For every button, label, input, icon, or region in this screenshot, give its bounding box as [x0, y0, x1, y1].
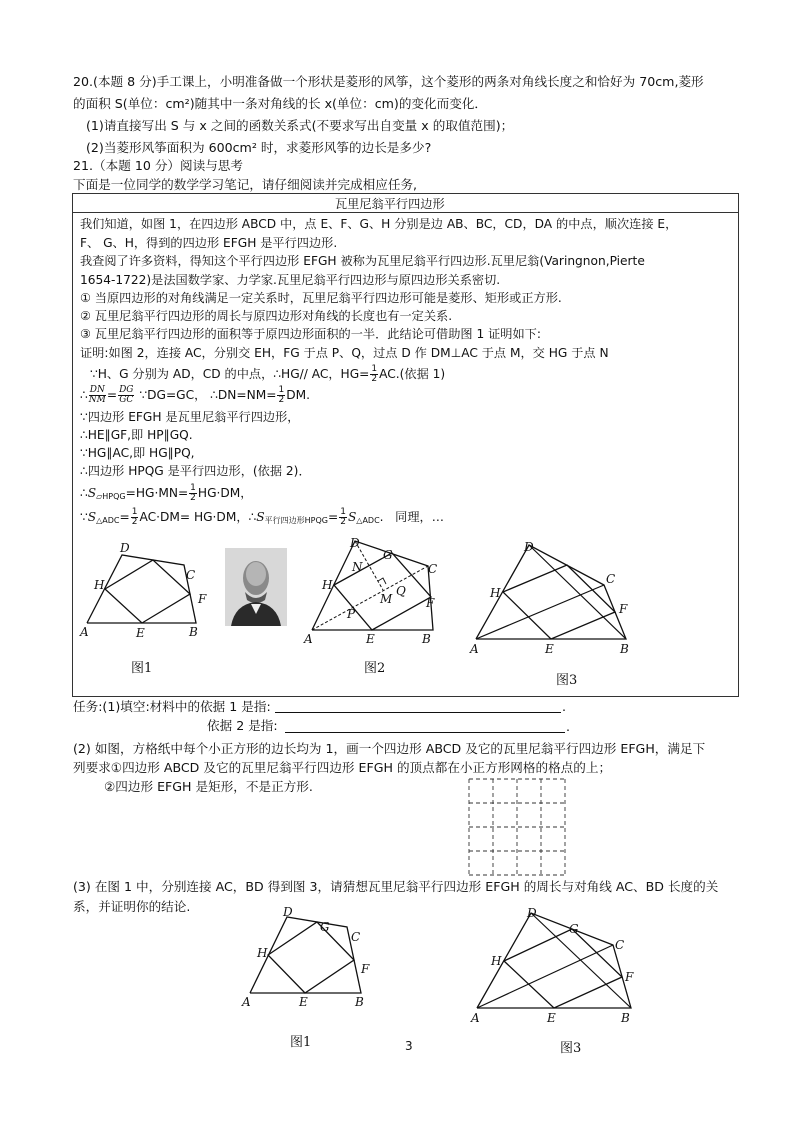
label-c: C	[186, 568, 196, 582]
portrait-image	[225, 548, 287, 626]
fraction-half: $\frac{1}{2}$	[190, 483, 196, 503]
label-d: D	[350, 536, 360, 550]
label-f: F	[625, 970, 634, 984]
page-number: 3	[405, 1039, 413, 1053]
caption-fig1: 图1	[131, 661, 153, 676]
label-h: H	[491, 954, 502, 968]
figure-1-note	[74, 537, 214, 642]
label-a: A	[470, 642, 479, 656]
answer-blank-basis-2[interactable]	[285, 732, 565, 733]
label-b: B	[620, 642, 629, 656]
proof-line-3: ∵四边形 EFGH 是瓦里尼翁平行四边形，	[80, 410, 300, 424]
q20-stem-2: 的面积 S(单位：cm²)随其中一条对角线的长 x(单位：cm)的变化而变化．	[73, 96, 487, 111]
q20-part2: (2)当菱形风筝面积为 600cm² 时，求菱形风筝的边长是多少?	[86, 140, 432, 155]
answer-blank-basis-1[interactable]	[275, 712, 561, 713]
label-f: F	[426, 596, 435, 610]
label-g: G	[569, 922, 579, 936]
label-a: A	[471, 1011, 480, 1025]
label-c: C	[606, 572, 616, 586]
fraction-half: $\frac{1}{2}$	[131, 507, 138, 527]
label-m: M	[380, 592, 393, 606]
task-1-basis-2: 依据 2 是指:	[207, 718, 278, 733]
q20-stem: 20.(本题 8 分)手工课上，小明准备做一个形状是菱形的风筝，这个菱形的两条对角线长度之和恰好为 70cm,菱形	[73, 74, 704, 89]
fraction-half: $\frac{1}{2}$	[371, 364, 378, 384]
proof-line-8: $\because S_{\triangle ADC}=$ $\frac{1}{2}$ AC·DM= HG·DM，$\therefore S_{平行四边形HPQG}=$ $\frac{1}{2}$ $S_{\triangle ADC}$. 同理，…	[80, 507, 444, 527]
figure-1-bottom	[237, 907, 377, 1012]
proof-line-7: $\therefore S_{▱HPQG}=HG\cdot MN=$ $\frac{1}{2}$ HG·DM，	[80, 483, 253, 503]
label-h: H	[490, 586, 501, 600]
square-grid[interactable]	[468, 778, 566, 876]
note-line-4: 1654-1722)是法国数学家、力学家.瓦里尼翁平行四边形与原四边形关系密切.	[80, 273, 501, 287]
task-3-line-2: 系，并证明你的结论.	[73, 899, 191, 914]
task-2-line-1: (2) 如图，方格纸中每个小正方形的边长均为 1，画一个四边形 ABCD 及它的瓦里尼翁平行四边形 EFGH，满足下	[73, 741, 706, 756]
task-3-line-1: (3) 在图 1 中，分别连接 AC，BD 得到图 3，请猜想瓦里尼翁平行四边形 EFGH 的周长与对角线 AC、BD 长度的关	[73, 879, 719, 894]
caption-fig3: 图3	[556, 673, 578, 688]
label-b: B	[189, 625, 198, 639]
label-a: A	[242, 995, 251, 1009]
conclusion-1: ① 当原四边形的对角线满足一定关系时，瓦里尼翁平行四边形可能是菱形、矩形或正方形.	[80, 291, 562, 305]
label-c: C	[351, 930, 361, 944]
task-1-prompt: 任务:(1)填空:材料中的依据 1 是指:	[73, 699, 271, 714]
label-d: D	[527, 906, 537, 920]
q20-part1: (1)请直接写出 S 与 x 之间的函数关系式(不要求写出自变量 x 的取值范围)；	[86, 118, 514, 133]
label-h: H	[94, 578, 105, 592]
figure-2-note	[300, 533, 440, 648]
label-p: P	[347, 607, 356, 621]
label-h: H	[257, 946, 268, 960]
proof-line-5: ∵HG∥AC,即 HG∥PQ,	[80, 446, 195, 460]
note-title: 瓦里尼翁平行四边形	[335, 197, 445, 211]
period: .	[566, 719, 571, 734]
conclusion-3: ③ 瓦里尼翁平行四边形的面积等于原四边形面积的一半．此结论可借助图 1 证明如下:	[80, 327, 541, 341]
label-d: D	[524, 540, 534, 554]
label-b: B	[422, 632, 431, 646]
caption-fig1-bottom: 图1	[290, 1035, 312, 1050]
note-line-1: 我们知道，如图 1，在四边形 ABCD 中，点 E、F、G、H 分别是边 AB、BC，CD，DA 的中点，顺次连接 E，	[80, 217, 678, 231]
task-2-line-3: ②四边形 EFGH 是矩形，不是正方形.	[104, 779, 313, 794]
label-n: N	[352, 560, 363, 574]
label-b: B	[621, 1011, 630, 1025]
label-a: A	[80, 625, 89, 639]
caption-fig2: 图2	[364, 661, 386, 676]
label-d: D	[283, 907, 293, 919]
label-f: F	[619, 602, 628, 616]
label-a: A	[304, 632, 313, 646]
fraction-dg-gc: $\frac{DG}{GC}$	[119, 385, 134, 405]
proof-line-2: ∴ $\frac{DN}{NM}$ = $\frac{DG}{GC}$ ∵DG=GC， ∴DN=NM= $\frac{1}{2}$ DM.	[80, 385, 310, 405]
label-e: E	[547, 1011, 556, 1025]
label-g: G	[383, 548, 393, 562]
figure-3-note	[464, 537, 639, 662]
proof-line-6: ∴四边形 HPQG 是平行四边形，(依据 2)．	[80, 464, 311, 478]
fraction-half: $\frac{1}{2}$	[278, 385, 285, 405]
note-line-2: F、 G、H，得到的四边形 EFGH 是平行四边形.	[80, 236, 338, 250]
label-f: F	[361, 962, 370, 976]
note-line-3: 我查阅了许多资料，得知这个平行四边形 EFGH 被称为瓦里尼翁平行四边形.瓦里尼翁(Varingnon,Pierte	[80, 254, 645, 268]
label-e: E	[299, 995, 308, 1009]
label-f: F	[198, 592, 207, 606]
label-c: C	[428, 562, 438, 576]
period: .	[562, 699, 567, 714]
label-e: E	[136, 626, 145, 640]
label-d: D	[120, 541, 130, 555]
q21-heading: 21.（本题 10 分）阅读与思考	[73, 158, 243, 173]
proof-line-4: ∴HE∥GF,即 HP∥GQ.	[80, 428, 193, 442]
fraction-half: $\frac{1}{2}$	[340, 507, 346, 527]
label-q: Q	[396, 584, 406, 598]
proof-line-0: 证明:如图 2，连接 AC，分别交 EH，FG 于点 P、Q，过点 D 作 DM⊥AC 于点 M，交 HG 于点 N	[80, 346, 609, 360]
caption-fig3-bottom: 图3	[560, 1041, 582, 1056]
label-h: H	[322, 578, 333, 592]
label-g: G	[320, 920, 330, 934]
q21-intro: 下面是一位同学的数学学习笔记，请仔细阅读并完成相应任务,	[73, 177, 418, 192]
task-2-line-2: 列要求①四边形 ABCD 及它的瓦里尼翁平行四边形 EFGH 的顶点都在小正方形网格的格点的上；	[73, 760, 612, 775]
fraction-dn-nm: $\frac{DN}{NM}$	[88, 385, 106, 405]
proof-line-1: ∵H、G 分别为 AD，CD 的中点，∴HG// AC，HG= $\frac{1}{2}$ AC.(依据 1)	[90, 364, 446, 384]
label-e: E	[366, 632, 375, 646]
label-e: E	[545, 642, 554, 656]
label-c: C	[615, 938, 625, 952]
conclusion-2: ② 瓦里尼翁平行四边形的周长与原四边形对角线的长度也有一定关系.	[80, 309, 453, 323]
label-b: B	[355, 995, 364, 1009]
figure-3-bottom	[465, 905, 640, 1030]
